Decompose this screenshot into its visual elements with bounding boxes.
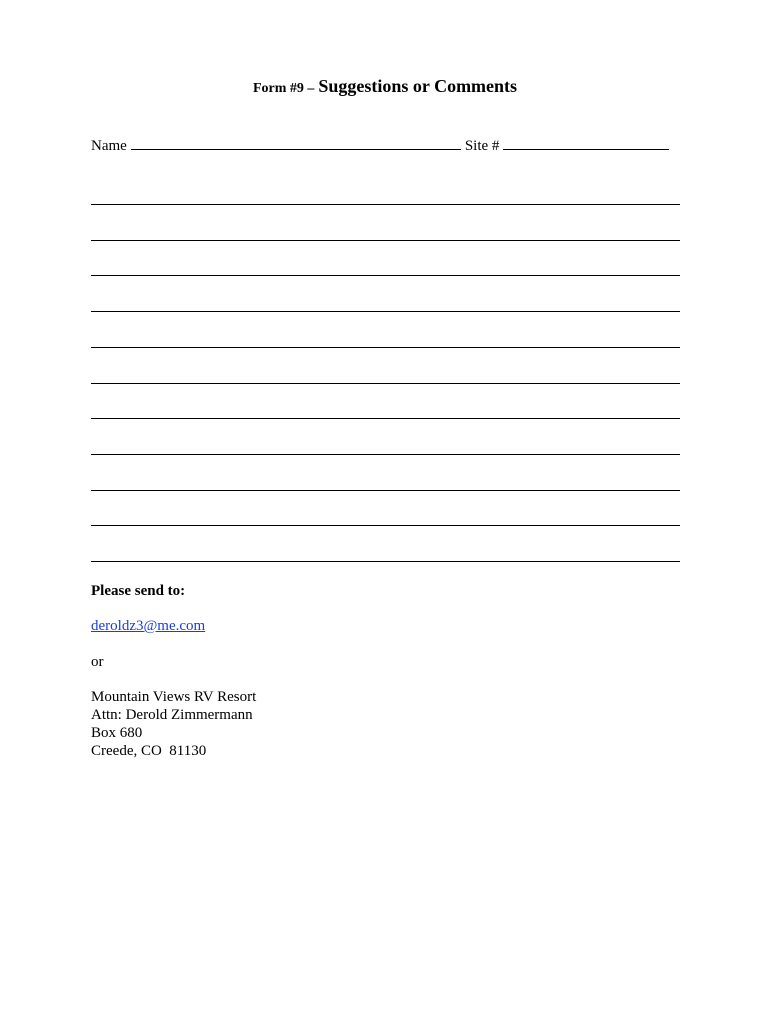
email-link[interactable]: deroldz3@me.com	[91, 618, 206, 634]
form-number: Form #9 –	[252, 81, 315, 96]
comment-line[interactable]	[91, 454, 680, 455]
site-field[interactable]	[503, 136, 669, 150]
address-line: Creede, CO 81130	[91, 743, 207, 759]
send-heading: Please send to:	[91, 583, 186, 599]
name-site-row	[91, 136, 669, 155]
comment-line[interactable]	[91, 204, 680, 205]
send-section	[91, 582, 185, 600]
page-title	[0, 76, 770, 97]
comment-line[interactable]	[91, 240, 680, 241]
name-field[interactable]	[131, 136, 461, 150]
comment-line[interactable]	[91, 525, 680, 526]
or-text: or	[91, 654, 104, 670]
comment-line[interactable]	[91, 418, 680, 419]
comment-line[interactable]	[91, 311, 680, 312]
comment-line[interactable]	[91, 383, 680, 384]
comment-line[interactable]	[91, 561, 680, 562]
form-title: Suggestions or Comments	[318, 76, 518, 96]
address-line: Attn: Derold Zimmermann	[91, 707, 253, 723]
comment-line[interactable]	[91, 490, 680, 491]
address-line: Mountain Views RV Resort	[91, 689, 257, 705]
address-line: Box 680	[91, 725, 143, 741]
name-label: Name	[91, 138, 127, 154]
comment-line[interactable]	[91, 347, 680, 348]
site-label: Site #	[464, 138, 500, 154]
mailing-address	[91, 688, 256, 760]
comment-line[interactable]	[91, 275, 680, 276]
